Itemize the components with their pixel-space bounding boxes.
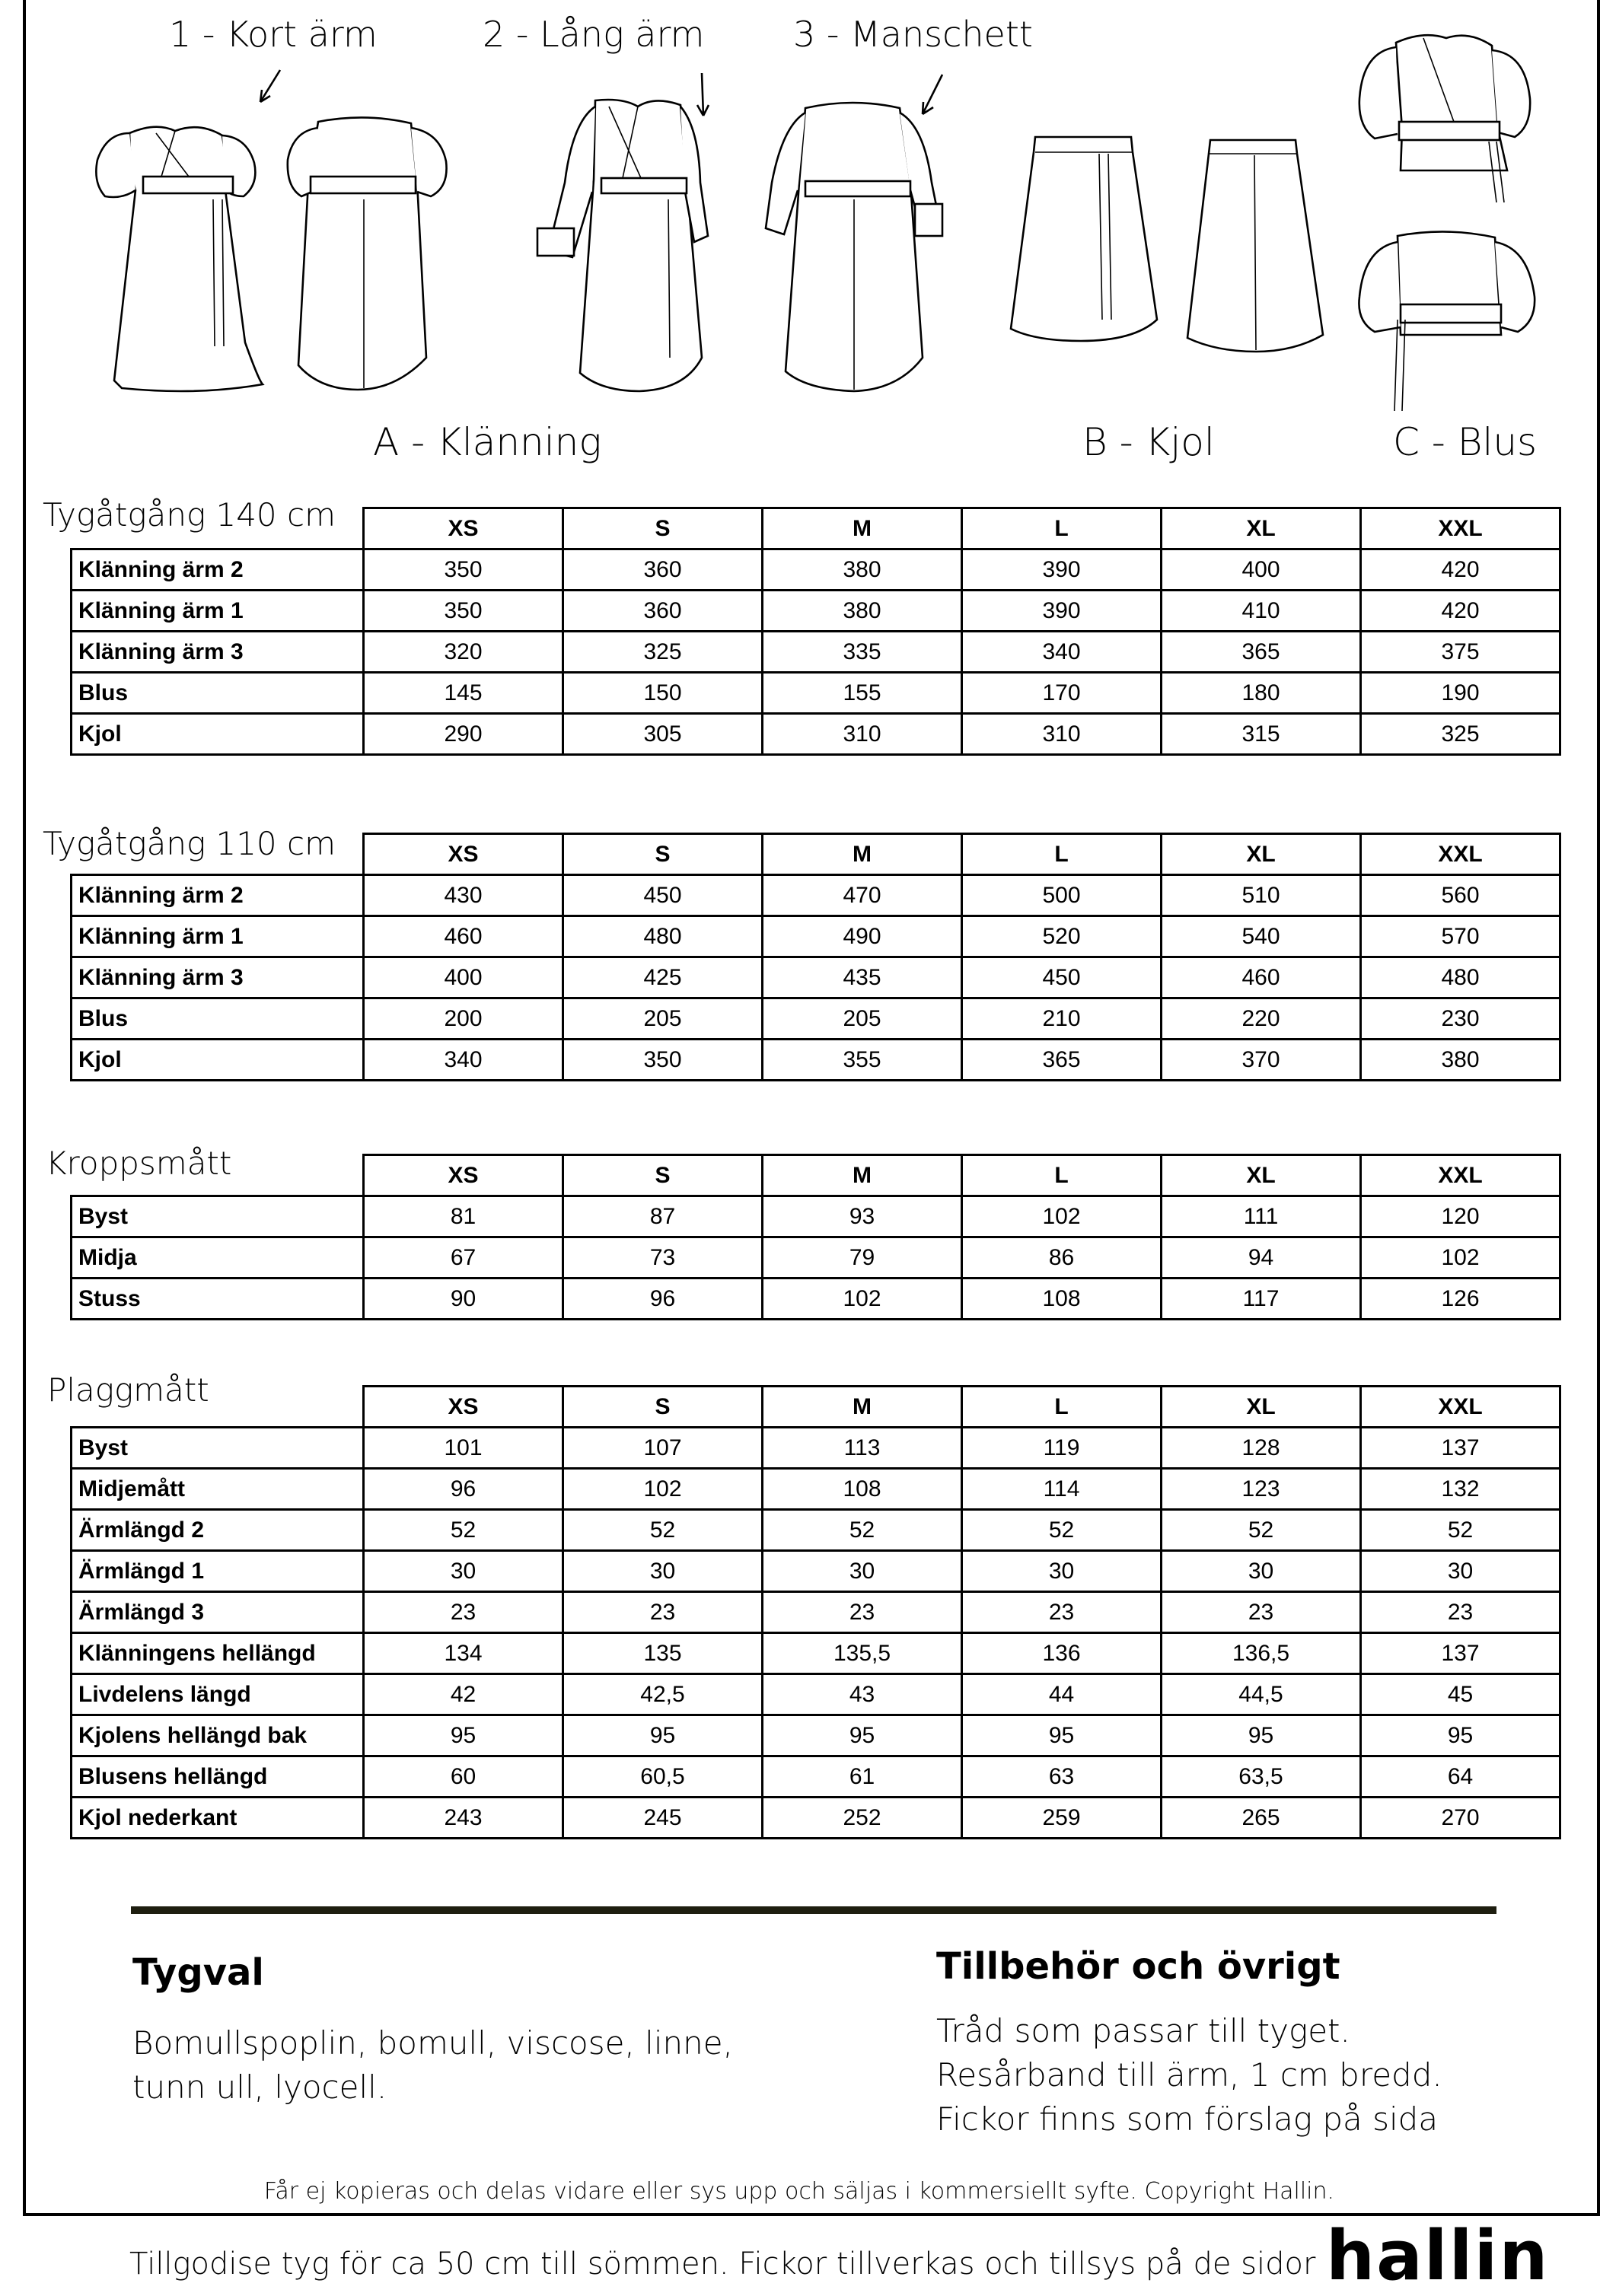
cell-value: 30 xyxy=(763,1551,962,1592)
cell-value: 30 xyxy=(364,1551,563,1592)
variant-label-blouse: C - Blus xyxy=(1393,420,1538,464)
size-header: S xyxy=(563,1155,763,1196)
cell-value: 390 xyxy=(962,591,1162,632)
row-label: Klänning ärm 1 xyxy=(72,591,364,632)
cell-value: 102 xyxy=(962,1196,1162,1237)
cell-value: 52 xyxy=(563,1510,763,1551)
cell-value: 136,5 xyxy=(1162,1633,1361,1674)
cell-value: 52 xyxy=(763,1510,962,1551)
row-label: Midjemått xyxy=(72,1469,364,1510)
cell-value: 44,5 xyxy=(1162,1674,1361,1715)
brand-logo-text: hallin xyxy=(1326,2216,1550,2296)
cell-value: 220 xyxy=(1162,998,1361,1040)
cell-value: 390 xyxy=(962,549,1162,591)
cell-value: 360 xyxy=(563,591,763,632)
cell-value: 252 xyxy=(763,1798,962,1839)
cell-value: 30 xyxy=(962,1551,1162,1592)
fabric-choice-text xyxy=(132,2021,733,2110)
cell-value: 243 xyxy=(364,1798,563,1839)
row-label: Klänningens hellängd xyxy=(72,1633,364,1674)
cell-value: 490 xyxy=(763,916,962,957)
table-row xyxy=(72,1196,1560,1237)
cell-value: 67 xyxy=(364,1237,563,1279)
row-label: Stuss xyxy=(72,1279,364,1320)
cell-value: 30 xyxy=(563,1551,763,1592)
cell-value: 90 xyxy=(364,1279,563,1320)
cell-value: 425 xyxy=(563,957,763,998)
cell-value: 150 xyxy=(563,673,763,714)
cell-value: 119 xyxy=(962,1428,1162,1469)
cell-value: 480 xyxy=(563,916,763,957)
size-header: S xyxy=(563,834,763,875)
table-row xyxy=(72,1756,1560,1798)
cell-value: 380 xyxy=(763,549,962,591)
cell-value: 375 xyxy=(1361,632,1560,673)
table-row xyxy=(72,998,1560,1040)
cell-value: 180 xyxy=(1162,673,1361,714)
cell-value: 23 xyxy=(1361,1592,1560,1633)
size-header: XL xyxy=(1162,1387,1361,1428)
table-fabric-140 xyxy=(70,507,1561,756)
size-header: S xyxy=(563,1387,763,1428)
dress-cuff-sleeve-back xyxy=(766,103,942,391)
notions-line: Resårband till ärm, 1 cm bredd. xyxy=(936,2056,1442,2094)
size-header: XXL xyxy=(1361,1155,1560,1196)
sleeve-label-cuff: 3 - Manschett xyxy=(793,14,1033,55)
table-row xyxy=(72,1633,1560,1674)
cell-value: 93 xyxy=(763,1196,962,1237)
header-spacer xyxy=(72,834,364,875)
cell-value: 230 xyxy=(1361,998,1560,1040)
row-label: Klänning ärm 2 xyxy=(72,549,364,591)
cell-value: 355 xyxy=(763,1040,962,1081)
cell-value: 95 xyxy=(563,1715,763,1756)
cell-value: 340 xyxy=(962,632,1162,673)
table-row xyxy=(72,1674,1560,1715)
size-header: L xyxy=(962,1155,1162,1196)
table-row xyxy=(72,714,1560,755)
cell-value: 435 xyxy=(763,957,962,998)
row-label: Byst xyxy=(72,1428,364,1469)
table-row xyxy=(72,1551,1560,1592)
cell-value: 420 xyxy=(1361,591,1560,632)
cell-value: 205 xyxy=(763,998,962,1040)
cell-value: 430 xyxy=(364,875,563,916)
size-header: XS xyxy=(364,1387,563,1428)
cell-value: 52 xyxy=(364,1510,563,1551)
cell-value: 132 xyxy=(1361,1469,1560,1510)
header-spacer xyxy=(72,508,364,549)
cell-value: 315 xyxy=(1162,714,1361,755)
table-row xyxy=(72,1428,1560,1469)
row-label: Ärmlängd 3 xyxy=(72,1592,364,1633)
cell-value: 102 xyxy=(1361,1237,1560,1279)
table-row xyxy=(72,1279,1560,1320)
table-row xyxy=(72,632,1560,673)
cell-value: 102 xyxy=(563,1469,763,1510)
table-row xyxy=(72,673,1560,714)
cell-value: 23 xyxy=(962,1592,1162,1633)
garment-illustrations xyxy=(0,0,1598,457)
row-label: Livdelens längd xyxy=(72,1674,364,1715)
cell-value: 113 xyxy=(763,1428,962,1469)
row-label: Klänning ärm 1 xyxy=(72,916,364,957)
cell-value: 42 xyxy=(364,1674,563,1715)
dress-long-sleeve-front xyxy=(537,100,708,391)
cell-value: 95 xyxy=(763,1715,962,1756)
size-header: L xyxy=(962,1387,1162,1428)
size-header: M xyxy=(763,508,962,549)
cell-value: 114 xyxy=(962,1469,1162,1510)
dress-short-sleeve-back xyxy=(288,117,447,390)
cell-value: 265 xyxy=(1162,1798,1361,1839)
cell-value: 52 xyxy=(962,1510,1162,1551)
cell-value: 190 xyxy=(1361,673,1560,714)
cell-value: 470 xyxy=(763,875,962,916)
cell-value: 305 xyxy=(563,714,763,755)
cell-value: 560 xyxy=(1361,875,1560,916)
size-header: XXL xyxy=(1361,834,1560,875)
cell-value: 350 xyxy=(364,591,563,632)
cell-value: 79 xyxy=(763,1237,962,1279)
cell-value: 96 xyxy=(364,1469,563,1510)
cell-value: 380 xyxy=(1361,1040,1560,1081)
table-row xyxy=(72,875,1560,916)
cell-value: 210 xyxy=(962,998,1162,1040)
cell-value: 108 xyxy=(962,1279,1162,1320)
cell-value: 350 xyxy=(364,549,563,591)
cell-value: 480 xyxy=(1361,957,1560,998)
row-label: Blus xyxy=(72,998,364,1040)
cell-value: 86 xyxy=(962,1237,1162,1279)
cell-value: 123 xyxy=(1162,1469,1361,1510)
cell-value: 520 xyxy=(962,916,1162,957)
cell-value: 73 xyxy=(563,1237,763,1279)
row-label: Kjol nederkant xyxy=(72,1798,364,1839)
cell-value: 380 xyxy=(763,591,962,632)
cell-value: 101 xyxy=(364,1428,563,1469)
cell-value: 335 xyxy=(763,632,962,673)
title-body-measurements: Kroppsmått xyxy=(46,1145,232,1182)
size-header: XXL xyxy=(1361,1387,1560,1428)
cell-value: 340 xyxy=(364,1040,563,1081)
cell-value: 155 xyxy=(763,673,962,714)
notions-line: Fickor finns som förslag på sida xyxy=(936,2100,1439,2138)
cell-value: 30 xyxy=(1361,1551,1560,1592)
cell-value: 136 xyxy=(962,1633,1162,1674)
notions-line: Tråd som passar till tyget. xyxy=(936,2012,1350,2049)
fabric-choice-line: tunn ull, lyocell. xyxy=(132,2068,387,2106)
table-row xyxy=(72,1798,1560,1839)
cell-value: 95 xyxy=(962,1715,1162,1756)
cell-value: 95 xyxy=(1361,1715,1560,1756)
copyright-notice: Får ej kopieras och delas vidare eller sys upp och säljas i kommersiellt syfte. Copyright Hallin. xyxy=(263,2178,1335,2205)
size-header: M xyxy=(763,1155,962,1196)
section-divider xyxy=(131,1906,1496,1914)
title-garment-measurements: Plaggmått xyxy=(47,1371,209,1409)
cell-value: 310 xyxy=(763,714,962,755)
cell-value: 500 xyxy=(962,875,1162,916)
row-label: Blus xyxy=(72,673,364,714)
size-header: M xyxy=(763,1387,962,1428)
size-header: L xyxy=(962,834,1162,875)
blouse-front xyxy=(1359,35,1530,202)
row-label: Kjolens hellängd bak xyxy=(72,1715,364,1756)
cell-value: 510 xyxy=(1162,875,1361,916)
cell-value: 370 xyxy=(1162,1040,1361,1081)
size-header: XL xyxy=(1162,834,1361,875)
row-label: Klänning ärm 3 xyxy=(72,957,364,998)
cell-value: 23 xyxy=(563,1592,763,1633)
cell-value: 205 xyxy=(563,998,763,1040)
cell-value: 60 xyxy=(364,1756,563,1798)
cell-value: 63 xyxy=(962,1756,1162,1798)
cell-value: 137 xyxy=(1361,1633,1560,1674)
table-garment-measurements xyxy=(70,1385,1561,1839)
sleeve-label-short: 1 - Kort ärm xyxy=(169,14,378,55)
size-header: M xyxy=(763,834,962,875)
fabric-choice-line: Bomullspoplin, bomull, viscose, linne, xyxy=(132,2024,733,2062)
cell-value: 87 xyxy=(563,1196,763,1237)
cell-value: 325 xyxy=(1361,714,1560,755)
arrow-kort-arm xyxy=(260,70,280,102)
cell-value: 200 xyxy=(364,998,563,1040)
cell-value: 23 xyxy=(763,1592,962,1633)
cell-value: 107 xyxy=(563,1428,763,1469)
cell-value: 310 xyxy=(962,714,1162,755)
cell-value: 320 xyxy=(364,632,563,673)
size-header: XS xyxy=(364,834,563,875)
cell-value: 570 xyxy=(1361,916,1560,957)
cell-value: 400 xyxy=(364,957,563,998)
table-row xyxy=(72,1510,1560,1551)
cell-value: 108 xyxy=(763,1469,962,1510)
notions-text xyxy=(936,2009,1442,2142)
table-row xyxy=(72,916,1560,957)
arrow-lang-arm xyxy=(697,73,709,116)
cell-value: 450 xyxy=(962,957,1162,998)
cell-value: 42,5 xyxy=(563,1674,763,1715)
header-spacer xyxy=(72,1155,364,1196)
cell-value: 44 xyxy=(962,1674,1162,1715)
cell-value: 245 xyxy=(563,1798,763,1839)
title-fabric-110: Tygåtgång 110 cm xyxy=(43,825,336,862)
cell-value: 259 xyxy=(962,1798,1162,1839)
fabric-choice-title: Tygval xyxy=(132,1951,264,1994)
cell-value: 170 xyxy=(962,673,1162,714)
cell-value: 540 xyxy=(1162,916,1361,957)
cell-value: 43 xyxy=(763,1674,962,1715)
cell-value: 81 xyxy=(364,1196,563,1237)
arrow-manschett xyxy=(923,75,942,114)
cell-value: 95 xyxy=(364,1715,563,1756)
size-header: XS xyxy=(364,1155,563,1196)
size-header: XL xyxy=(1162,508,1361,549)
cell-value: 365 xyxy=(962,1040,1162,1081)
cell-value: 111 xyxy=(1162,1196,1361,1237)
table-body-measurements xyxy=(70,1154,1561,1320)
table-row xyxy=(72,591,1560,632)
skirt-back xyxy=(1187,140,1323,352)
title-fabric-140: Tygåtgång 140 cm xyxy=(43,496,336,533)
cell-value: 410 xyxy=(1162,591,1361,632)
cell-value: 126 xyxy=(1361,1279,1560,1320)
cell-value: 270 xyxy=(1361,1798,1560,1839)
cell-value: 145 xyxy=(364,673,563,714)
blouse-back xyxy=(1359,231,1535,411)
cell-value: 95 xyxy=(1162,1715,1361,1756)
table-row xyxy=(72,1469,1560,1510)
row-label: Kjol xyxy=(72,1040,364,1081)
row-label: Midja xyxy=(72,1237,364,1279)
cell-value: 137 xyxy=(1361,1428,1560,1469)
cell-value: 52 xyxy=(1162,1510,1361,1551)
dress-short-sleeve-front xyxy=(96,127,263,391)
cell-value: 325 xyxy=(563,632,763,673)
table-row xyxy=(72,1715,1560,1756)
cell-value: 45 xyxy=(1361,1674,1560,1715)
cell-value: 52 xyxy=(1361,1510,1560,1551)
cell-value: 400 xyxy=(1162,549,1361,591)
cell-value: 135 xyxy=(563,1633,763,1674)
variant-label-dress: A - Klänning xyxy=(373,420,602,464)
table-row xyxy=(72,1040,1560,1081)
table-row xyxy=(72,1592,1560,1633)
cell-value: 350 xyxy=(563,1040,763,1081)
row-label: Ärmlängd 2 xyxy=(72,1510,364,1551)
cell-value: 30 xyxy=(1162,1551,1361,1592)
table-fabric-110 xyxy=(70,833,1561,1081)
row-label: Klänning ärm 2 xyxy=(72,875,364,916)
cell-value: 134 xyxy=(364,1633,563,1674)
table-row xyxy=(72,1237,1560,1279)
size-header: XL xyxy=(1162,1155,1361,1196)
cell-value: 63,5 xyxy=(1162,1756,1361,1798)
cell-value: 94 xyxy=(1162,1237,1361,1279)
cell-value: 120 xyxy=(1361,1196,1560,1237)
row-label: Blusens hellängd xyxy=(72,1756,364,1798)
cell-value: 96 xyxy=(563,1279,763,1320)
row-label: Byst xyxy=(72,1196,364,1237)
table-row xyxy=(72,549,1560,591)
row-label: Klänning ärm 3 xyxy=(72,632,364,673)
cell-value: 360 xyxy=(563,549,763,591)
cell-value: 460 xyxy=(364,916,563,957)
cell-value: 117 xyxy=(1162,1279,1361,1320)
sleeve-label-long: 2 - Lång ärm xyxy=(483,14,705,55)
cell-value: 61 xyxy=(763,1756,962,1798)
table-row xyxy=(72,957,1560,998)
size-header: L xyxy=(962,508,1162,549)
variant-label-skirt: B - Kjol xyxy=(1082,420,1215,464)
size-header: S xyxy=(563,508,763,549)
row-label: Ärmlängd 1 xyxy=(72,1551,364,1592)
cell-value: 135,5 xyxy=(763,1633,962,1674)
row-label: Kjol xyxy=(72,714,364,755)
cell-value: 23 xyxy=(1162,1592,1361,1633)
size-header: XS xyxy=(364,508,563,549)
cutoff-instruction-text: Tillgodise tyg för ca 50 cm till sömmen. Fickor tillverkas och tillsys på de sidor xyxy=(129,2247,1316,2282)
cell-value: 365 xyxy=(1162,632,1361,673)
cell-value: 460 xyxy=(1162,957,1361,998)
skirt-front xyxy=(1011,137,1157,341)
cell-value: 290 xyxy=(364,714,563,755)
header-spacer xyxy=(72,1387,364,1428)
cell-value: 102 xyxy=(763,1279,962,1320)
size-header: XXL xyxy=(1361,508,1560,549)
cell-value: 64 xyxy=(1361,1756,1560,1798)
cell-value: 420 xyxy=(1361,549,1560,591)
notions-title: Tillbehör och övrigt xyxy=(936,1945,1340,1988)
cell-value: 60,5 xyxy=(563,1756,763,1798)
cell-value: 450 xyxy=(563,875,763,916)
cell-value: 23 xyxy=(364,1592,563,1633)
cell-value: 128 xyxy=(1162,1428,1361,1469)
